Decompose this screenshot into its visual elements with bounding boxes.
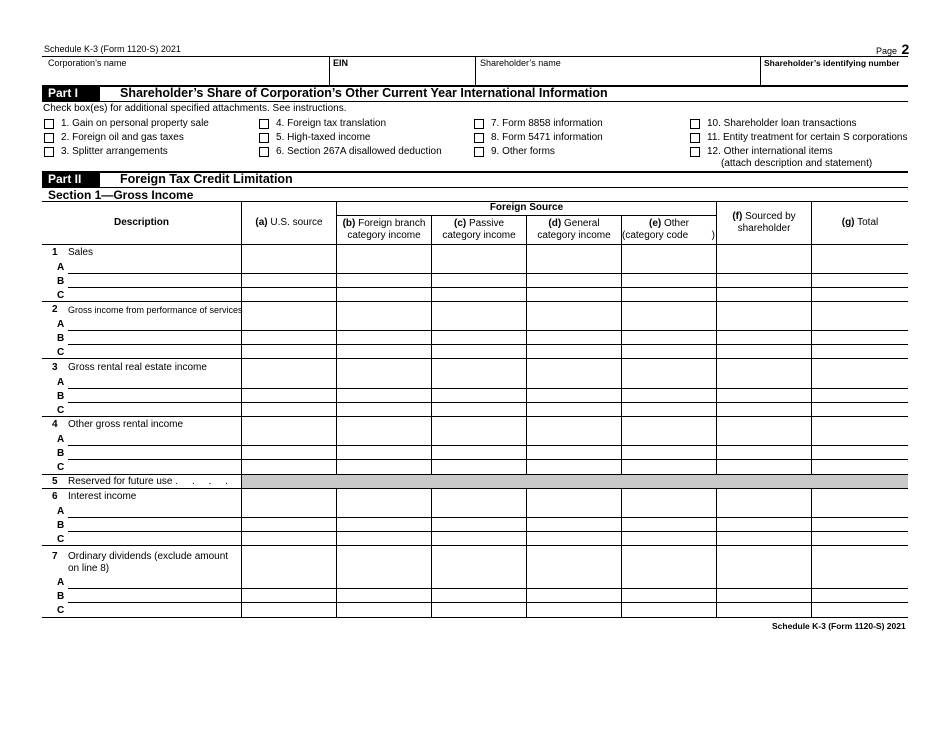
- part1-instruction: Check box(es) for additional specified attachments. See instructions.: [43, 103, 347, 114]
- checkbox-4-label: 4. Foreign tax translation: [276, 118, 387, 129]
- col-f-header: (f) Sourced by shareholder: [732, 211, 796, 234]
- row-1b-letter: B: [57, 276, 65, 287]
- corporation-name-label: Corporation’s name: [48, 58, 127, 68]
- checkbox-10[interactable]: [690, 119, 700, 129]
- ein-label: EIN: [333, 58, 349, 68]
- part1-title: Shareholder’s Share of Corporation’s Other Current Year International Information: [120, 86, 608, 100]
- row-7b-letter: B: [57, 591, 65, 602]
- checkbox-2-label: 2. Foreign oil and gas taxes: [61, 132, 184, 143]
- row-6a-letter: A: [57, 506, 65, 517]
- checkbox-11[interactable]: [690, 133, 700, 143]
- col-g-header: (g) Total: [841, 217, 879, 228]
- row-7-number: 7: [52, 551, 58, 562]
- row-2c-letter: C: [57, 347, 65, 358]
- checkbox-10-label: 10. Shareholder loan transactions: [707, 118, 857, 129]
- checkbox-12-sublabel: (attach description and statement): [721, 158, 873, 169]
- row-3b-letter: B: [57, 391, 65, 402]
- col-d-header: (d) General category income: [537, 218, 611, 241]
- checkbox-6[interactable]: [259, 147, 269, 157]
- col-a-header: (a) U.S. source: [255, 217, 323, 228]
- footer-form-id: Schedule K-3 (Form 1120-S) 2021: [772, 621, 906, 631]
- row-3-number: 3: [52, 362, 58, 373]
- part2-title: Foreign Tax Credit Limitation: [120, 172, 293, 186]
- checkbox-9-label: 9. Other forms: [491, 146, 555, 157]
- checkbox-12[interactable]: [690, 147, 700, 157]
- row-4c-letter: C: [57, 462, 65, 473]
- checkbox-7[interactable]: [474, 119, 484, 129]
- col-c-header: (c) Passive category income: [442, 218, 516, 241]
- row-1-label: Sales: [68, 247, 94, 258]
- page-label: Page: [876, 46, 898, 56]
- form-title: Schedule K-3 (Form 1120-S) 2021: [44, 44, 181, 54]
- checkbox-1-label: 1. Gain on personal property sale: [61, 118, 209, 129]
- row-1c-letter: C: [57, 290, 65, 301]
- row-7c-letter: C: [57, 605, 65, 616]
- row-2b-letter: B: [57, 333, 65, 344]
- shareholder-id-label: Shareholder’s identifying number: [764, 58, 900, 68]
- row-5-label: Reserved for future use . . . .: [68, 476, 229, 487]
- row-4-number: 4: [52, 419, 58, 430]
- part1-label: Part I: [42, 86, 100, 101]
- row-3c-letter: C: [57, 405, 65, 416]
- row-6-label: Interest income: [68, 491, 137, 502]
- row-2-number: 2: [52, 304, 58, 315]
- row-4b-letter: B: [57, 448, 65, 459]
- shareholder-name-label: Shareholder’s name: [480, 58, 561, 68]
- part2-label: Part II: [42, 172, 100, 187]
- row-3-label: Gross rental real estate income: [68, 362, 207, 373]
- row-4-label: Other gross rental income: [68, 419, 184, 430]
- checkbox-9[interactable]: [474, 147, 484, 157]
- row-6b-letter: B: [57, 520, 65, 531]
- col-b-header: (b) Foreign branch category income: [342, 218, 426, 241]
- foreign-source-header: Foreign Source: [489, 202, 564, 213]
- col-e-header: (e) Other (category code ): [622, 218, 715, 241]
- checkbox-5-label: 5. High-taxed income: [276, 132, 371, 143]
- row-5-shading: [242, 475, 908, 488]
- checkbox-4[interactable]: [259, 119, 269, 129]
- row-2a-letter: A: [57, 319, 65, 330]
- row-7-label-cont: on line 8): [68, 563, 110, 574]
- checkbox-2[interactable]: [44, 133, 54, 143]
- page-number: 2: [901, 41, 910, 57]
- checkbox-8-label: 8. Form 5471 information: [491, 132, 603, 143]
- row-5-number: 5: [52, 476, 58, 487]
- row-6c-letter: C: [57, 534, 65, 545]
- row-7a-letter: A: [57, 577, 65, 588]
- checkbox-5[interactable]: [259, 133, 269, 143]
- row-2-label: Gross income from performance of services: [68, 305, 243, 315]
- row-1-number: 1: [52, 247, 58, 258]
- checkbox-1[interactable]: [44, 119, 54, 129]
- row-3a-letter: A: [57, 377, 65, 388]
- checkbox-3-label: 3. Splitter arrangements: [61, 146, 168, 157]
- checkbox-11-label: 11. Entity treatment for certain S corporations: [707, 132, 908, 143]
- checkbox-7-label: 7. Form 8858 information: [491, 118, 603, 129]
- checkbox-3[interactable]: [44, 147, 54, 157]
- checkbox-8[interactable]: [474, 133, 484, 143]
- col-description-header: Description: [113, 217, 169, 228]
- row-4a-letter: A: [57, 434, 65, 445]
- row-6-number: 6: [52, 491, 58, 502]
- row-7-label: Ordinary dividends (exclude amount: [68, 551, 229, 562]
- checkbox-6-label: 6. Section 267A disallowed deduction: [276, 146, 442, 157]
- section1-title: Section 1—Gross Income: [48, 188, 194, 202]
- checkbox-12-label: 12. Other international items: [707, 146, 833, 157]
- row-1a-letter: A: [57, 262, 65, 273]
